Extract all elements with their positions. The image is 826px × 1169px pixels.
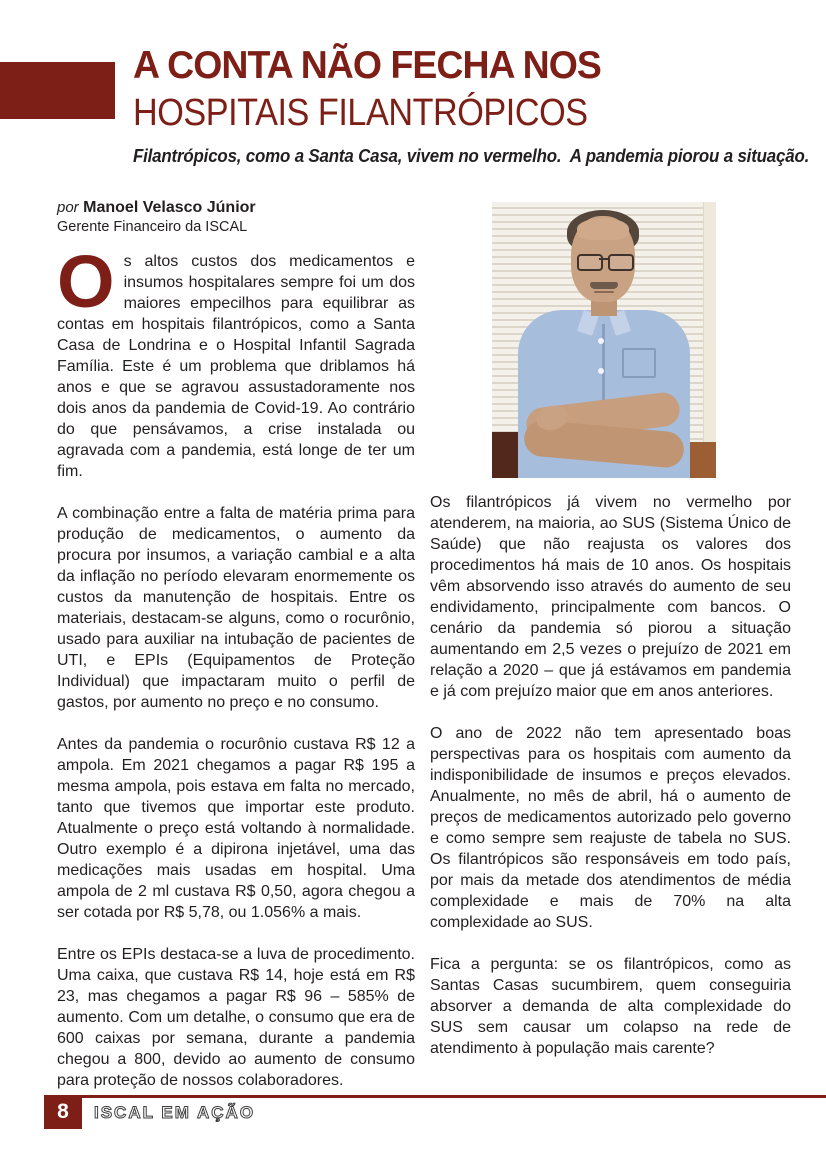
byline-prefix: por bbox=[57, 199, 79, 216]
person-mustache bbox=[590, 282, 618, 289]
portrait-photo bbox=[492, 202, 716, 478]
body-paragraph bbox=[57, 240, 415, 482]
body-paragraph: Antes da pandemia o rocurônio custava R$ 12 a ampola. Em 2021 chegamos a pagar R$ 195 a mesma ampola, pois estava em falta no mercado, tanto que tivemos que importar este produto. Atualmente o preço está voltando à normalidade. Outro exemplo é a dipirona injetável, uma das medicações mais usadas em hospital. Uma ampola de 2 ml custava R$ 0,50, agora chegou a ser cotada por R$ 5,78, ou 1.056% a mais. bbox=[57, 736, 415, 921]
page-number: 8 bbox=[57, 1100, 69, 1123]
body-paragraph: Os filantrópicos já vivem no vermelho por atenderem, na maioria, ao SUS (Sistema Único de Saúde) que não reajusta os valores dos procedimentos há mais de 10 anos. Os hospitais vêm absorvendo isso através do aumento de seu endividamento, principalmente com bancos. O cenário da pandemia só piorou a situação aumentando em 2,5 vezes o prejuízo de 2021 em relação a 2020 – que já estávamos em pandemia e já com prejuízo maior que em anos anteriores. bbox=[430, 494, 791, 700]
shirt-pocket bbox=[622, 348, 656, 378]
drop-cap: O bbox=[57, 240, 115, 323]
title-accent-block bbox=[0, 62, 115, 119]
article-column-right bbox=[430, 492, 791, 1080]
article-column-left bbox=[57, 240, 415, 1112]
body-paragraph: Entre os EPIs destaca-se a luva de procedimento. Uma caixa, que custava R$ 14, hoje está em R$ 23, mas chegamos a pagar R$ 96 – 585% de aumento. Com um detalhe, o consumo que era de 600 caixas por semana, durante a pandemia chegou a 800, devido ao aumento de consumo para proteção de nossos colaboradores. bbox=[57, 946, 415, 1089]
article-subtitle: Filantrópicos, como a Santa Casa, vivem no vermelho. A pandemia piorou a situação. bbox=[133, 146, 810, 166]
person-forehead bbox=[577, 218, 629, 240]
glasses-lens-right bbox=[608, 254, 634, 271]
paragraph-text: s altos custos dos medicamentos e insumos hospitalares sempre foi um dos maiores empecilhos para equilibrar as contas em hospitais filantrópicos, como a Santa Casa de Londrina e o Hospital Infantil Sagrada Família. Este é um problema que driblamos há anos e que se agravou assustadoramente nos dois anos da pandemia de Covid-19. Ao contrário do que pensávamos, a crise instalada ou agravada com a pandemia, está longe de ter um fim. bbox=[57, 253, 415, 480]
glasses-bridge bbox=[599, 258, 609, 260]
byline bbox=[57, 198, 256, 236]
window-frame bbox=[703, 202, 716, 478]
byline-author: Manoel Velasco Júnior bbox=[83, 199, 256, 216]
person-mouth bbox=[594, 291, 614, 293]
byline-role: Gerente Financeiro da ISCAL bbox=[57, 219, 248, 235]
body-paragraph: O ano de 2022 não tem apresentado boas perspectivas para os hospitais com aumento da indisponibilidade de insumos e preços elevados. Anualmente, no mês de abril, há o aumento de preços de medicamentos autorizado pelo governo e como sempre sem reajuste de tabela no SUS. Os filantrópicos são responsáveis em todo país, por mais da metade dos atendimentos de média complexidade e mais de 70% na alta complexidade ao SUS. bbox=[430, 725, 791, 931]
body-paragraph: A combinação entre a falta de matéria prima para produção de medicamentos, o aumento da procura por insumos, a variação cambial e a alta da inflação no período elevaram enormemente os custos da manutenção de hospitais. Entre os materiais, destacam-se alguns, como o rocurônio, usado para auxiliar na intubação de pacientes de UTI, e EPIs (Equipamentos de Proteção Individual) que impactaram muito o perfil de gastos, por aumento no preço e no consumo. bbox=[57, 505, 415, 711]
shirt-button bbox=[598, 338, 604, 344]
page-title-line2: HOSPITAIS FILANTRÓPICOS bbox=[133, 92, 588, 134]
shirt-placket bbox=[602, 324, 605, 404]
page-number-badge bbox=[44, 1095, 82, 1129]
body-paragraph: Fica a pergunta: se os filantrópicos, como as Santas Casas sucumbirem, quem conseguiria absorver a demanda de alta complexidade do SUS sem causar um colapso na rede de atendimento à população mais carente? bbox=[430, 956, 791, 1057]
magazine-name: ISCAL EM AÇÃO bbox=[94, 1103, 256, 1122]
footer-rule bbox=[44, 1095, 826, 1098]
shirt-button bbox=[598, 368, 604, 374]
page-title-line1: A CONTA NÃO FECHA NOS bbox=[133, 44, 601, 87]
glasses-lens-left bbox=[577, 254, 603, 271]
